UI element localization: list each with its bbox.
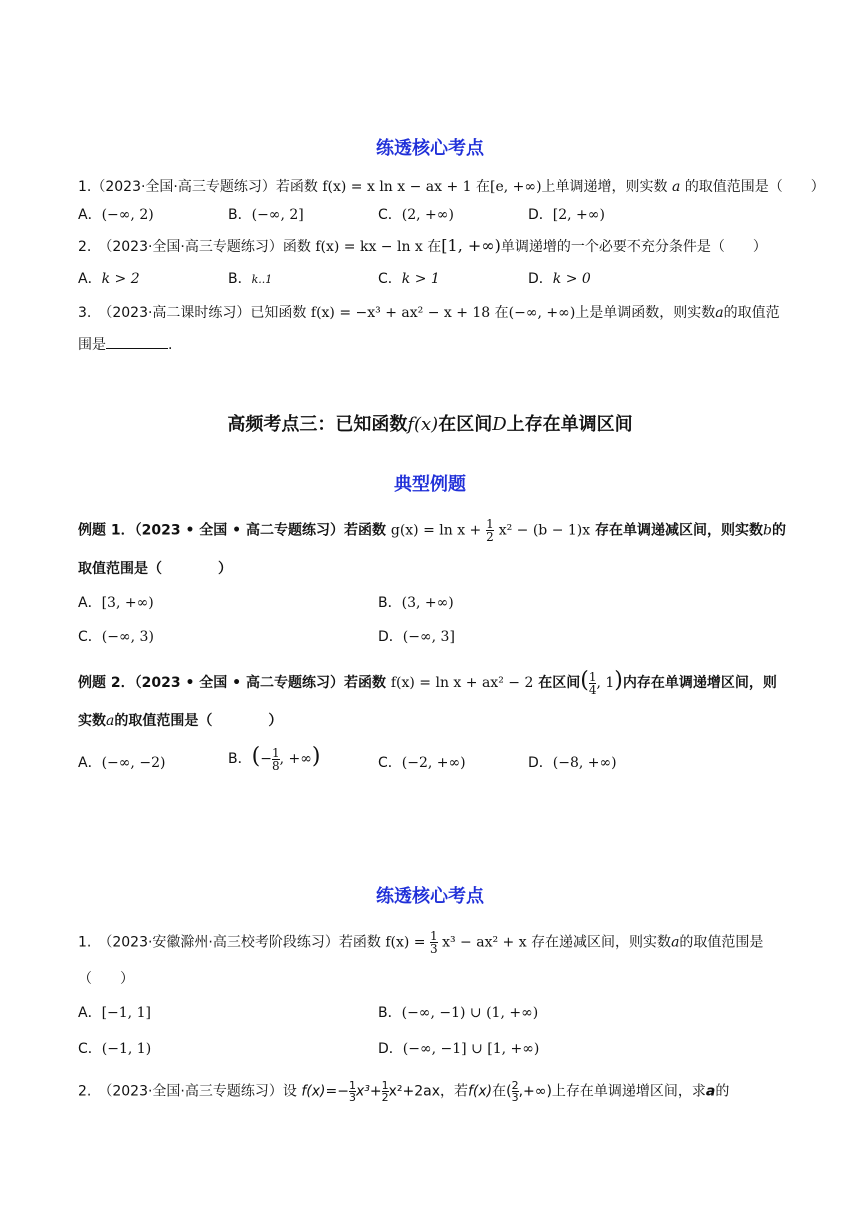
ex1-var: b	[763, 522, 772, 539]
practice2-q1	[78, 930, 763, 955]
option-label: C．	[378, 271, 402, 287]
ex2-suffix: 内存在单调递增区间，则	[622, 675, 777, 691]
ex2-expr: f(x) = ln x + ax² − 2	[390, 675, 534, 691]
p2q2-expr-c: x²+2ax，若	[388, 1083, 468, 1100]
ex1-expr-b: x² − (b − 1)x	[498, 522, 591, 539]
practice2-q2	[78, 1080, 729, 1103]
p2q2-frac1	[349, 1080, 356, 1103]
option-value: (−∞, 3)	[101, 629, 154, 645]
option-value: [2, +∞)	[552, 207, 605, 223]
p2q1-suffix: 存在递减区间，则实数	[531, 934, 672, 951]
q3-interval: (−∞, +∞)	[508, 305, 576, 321]
q1-interval: [e, +∞)	[490, 179, 542, 195]
option-label: D．	[528, 755, 553, 771]
option-value: k > 2	[101, 271, 140, 287]
p2q2-var: a	[705, 1083, 716, 1100]
p2q2-expr-e: ,+∞)上存在单调递增区间，求	[518, 1083, 706, 1100]
option-label: B．	[378, 595, 402, 611]
ex2-mid: 在区间	[538, 675, 581, 691]
option-value: (2, +∞)	[401, 207, 454, 223]
ex2-var: a	[106, 713, 115, 729]
frac-num: 1	[588, 669, 597, 684]
option-value: [−1, 1]	[101, 1005, 151, 1021]
p2q1-expr-a: f(x) =	[385, 934, 426, 951]
p2q2-prefix: 2. （2023·全国·高三专题练习）设	[78, 1083, 297, 1100]
q1-var: a	[672, 179, 681, 195]
q1-suffix-b: 的取值范围是（ ）	[684, 179, 825, 195]
example2-option-d[interactable]	[528, 752, 617, 772]
practice1-q2	[78, 236, 767, 256]
example1-line2: 取值范围是（ ）	[78, 561, 232, 577]
option-label: D．	[528, 271, 553, 287]
q1-mid: 在	[476, 179, 491, 195]
q3-expr: f(x) = −x³ + ax² − x + 18	[310, 305, 491, 321]
option-label: C．	[78, 629, 102, 645]
p2q2-mid: 在(	[492, 1083, 512, 1100]
option-label: B．	[378, 1005, 402, 1021]
q3-suffix-b: 的取值范	[723, 305, 780, 321]
option-value: (−∞, −1) ∪ (1, +∞)	[401, 1005, 539, 1021]
frac-num: 1	[486, 517, 494, 531]
frac-den: 2	[486, 530, 494, 544]
frac-den: 2	[381, 1091, 389, 1104]
practice1-q1-option-d[interactable]	[528, 204, 605, 224]
q3-prefix: 3. （2023·高二课时练习）已知函数	[78, 305, 307, 321]
practice1-title: 练透核心考点	[376, 138, 484, 159]
example1-option-b[interactable]	[378, 592, 454, 612]
p2q1-expr-b: x³ − ax² + x	[442, 934, 527, 951]
practice1-q2-option-d[interactable]	[528, 268, 591, 288]
frac-num: 1	[348, 1079, 356, 1092]
option-label: B．	[228, 751, 252, 767]
topic3-func: f(x)	[407, 414, 439, 435]
ex2-prefix: 例题 2．（2023 • 全国 • 高二专题练习）若函数	[78, 675, 386, 691]
examples-title: 典型例题	[394, 474, 466, 495]
option-value: (−2, +∞)	[401, 755, 466, 771]
option-value: (3, +∞)	[401, 595, 454, 611]
p2q2-suffix: 的	[715, 1083, 730, 1100]
ex2-line2-a: 实数	[78, 713, 106, 729]
option-value: [3, +∞)	[101, 595, 154, 611]
q2-interval: [1, +∞)	[441, 236, 501, 255]
option-value: k..1	[251, 273, 273, 286]
option-label: B．	[228, 271, 252, 287]
option-label: C．	[378, 207, 402, 223]
example1-option-c[interactable]	[78, 626, 154, 646]
option-label: B．	[228, 207, 252, 223]
ex2-interval-tail: , 1	[596, 675, 615, 691]
q1-suffix: 上单调递增，则实数	[541, 179, 668, 195]
frac-den: 8	[271, 758, 280, 773]
frac-den: 3	[429, 942, 438, 956]
option-value: (−8, +∞)	[552, 755, 617, 771]
option-label: D．	[378, 1041, 403, 1057]
ex1-suffix: 存在单调递减区间，则实数	[595, 522, 764, 539]
option-label: A．	[78, 595, 102, 611]
frac-den: 3	[348, 1091, 356, 1104]
example1-option-a[interactable]	[78, 592, 154, 612]
option-value: k > 0	[552, 271, 591, 287]
p2q2-expr-d: f(x)	[468, 1083, 493, 1100]
q2-prefix: 2. （2023·全国·高三专题练习）函数	[78, 239, 311, 255]
example2-line2	[78, 710, 282, 730]
option-label: C．	[78, 1041, 102, 1057]
option-value-pre: −	[260, 751, 272, 767]
practice2-q1-option-c[interactable]	[78, 1038, 151, 1058]
q3-var: a	[715, 305, 724, 321]
q3-suffix: 上是单调函数，则实数	[575, 305, 716, 321]
q3-mid: 在	[494, 305, 509, 321]
frac-num: 1	[381, 1079, 389, 1092]
option-value-post: , +∞	[279, 751, 312, 767]
option-value: (−∞, −1] ∪ [1, +∞)	[402, 1041, 540, 1057]
option-value: k > 1	[401, 271, 440, 287]
ex1-expr-a: g(x) = ln x +	[390, 522, 482, 539]
practice1-q2-option-c[interactable]	[378, 268, 440, 288]
q2-mid: 在	[427, 239, 442, 255]
option-b-fraction	[272, 747, 280, 772]
p2q1-prefix: 1. （2023·安徽滁州·高三校考阶段练习）若函数	[78, 934, 381, 951]
p2q2-expr-b: x³+	[355, 1083, 382, 1100]
p2q1-suffix-b: 的取值范围是	[679, 934, 764, 951]
q2-suffix: 单调递增的一个必要不充分条件是（ ）	[500, 239, 767, 255]
example2-option-b[interactable]: B．(− $\frac{1}{8}$ , +∞)	[228, 744, 321, 773]
option-label: A．	[78, 271, 102, 287]
p2q1-var: a	[671, 934, 680, 951]
practice1-q1-option-c[interactable]	[378, 204, 454, 224]
practice2-q1-option-a[interactable]	[78, 1002, 151, 1022]
q3-line2: 围是	[78, 337, 106, 353]
practice2-q1-option-d[interactable]	[378, 1038, 539, 1058]
q1-expr: f(x) = x ln x − ax + 1	[322, 179, 472, 195]
practice2-q1-line2: （ ）	[78, 971, 134, 987]
practice1-q3-line2	[78, 334, 172, 354]
option-value: (−∞, 3]	[402, 629, 455, 645]
practice1-q3	[78, 302, 780, 322]
answer-blank[interactable]	[106, 334, 168, 349]
ex1-suffix-b: 的	[772, 522, 786, 539]
option-value: (−∞, −2)	[101, 755, 166, 771]
option-value: (−1, 1)	[101, 1041, 152, 1057]
practice1-q1-option-b[interactable]	[228, 204, 304, 224]
frac-num: 1	[429, 929, 438, 943]
topic3-title	[0, 410, 860, 436]
practice1-q2-option-b[interactable]	[228, 268, 272, 288]
option-label: D．	[378, 629, 403, 645]
frac-num: 1	[271, 745, 280, 760]
option-value: (−∞, 2]	[251, 207, 304, 223]
option-label: A．	[78, 1005, 102, 1021]
frac-num: 2	[511, 1079, 519, 1092]
option-label: A．	[78, 207, 102, 223]
example2: 例题 2．（2023 • 全国 • 高二专题练习）若函数 f(x) = ln x + ax² − 2 在区间( $\frac{1}{4}$ , 1)内存在单调递增区间，则	[78, 668, 777, 697]
q2-expr: f(x) = kx − ln x	[315, 239, 423, 255]
option-label: C．	[378, 755, 402, 771]
option-value: (−∞, 2)	[101, 207, 154, 223]
option-label: D．	[528, 207, 553, 223]
p2q2-frac2	[382, 1080, 389, 1103]
topic3-title-b: 在区间	[438, 414, 493, 435]
practice2-q1-option-b[interactable]	[378, 1002, 538, 1022]
ex1-prefix: 例题 1．（2023 • 全国 • 高二专题练习）若函数	[78, 522, 386, 539]
q1-prefix: 1.（2023·全国·高三专题练习）若函数	[78, 179, 318, 195]
topic3-d: D	[492, 414, 507, 435]
example1	[78, 518, 786, 543]
p2q1-fraction	[430, 930, 438, 955]
practice1-q2-option-a[interactable]	[78, 268, 140, 288]
practice1-q1	[78, 176, 825, 196]
example2-option-c[interactable]	[378, 752, 466, 772]
topic3-title-c: 上存在单调区间	[506, 414, 633, 435]
example2-option-a[interactable]	[78, 752, 165, 772]
ex1-fraction	[486, 518, 494, 543]
practice2-title: 练透核心考点	[376, 886, 484, 907]
example1-option-d[interactable]	[378, 626, 455, 646]
topic3-title-a: 高频考点三：已知函数	[227, 414, 408, 435]
p2q2-expr-a: f(x)=−	[301, 1083, 349, 1100]
p2q2-frac3	[512, 1080, 519, 1103]
q3-period: .	[168, 337, 173, 353]
ex2-line2-b: 的取值范围是（ ）	[114, 713, 283, 729]
practice1-q1-option-a[interactable]	[78, 204, 154, 224]
frac-den: 4	[588, 682, 597, 697]
option-label: A．	[78, 755, 102, 771]
frac-den: 3	[511, 1091, 519, 1104]
